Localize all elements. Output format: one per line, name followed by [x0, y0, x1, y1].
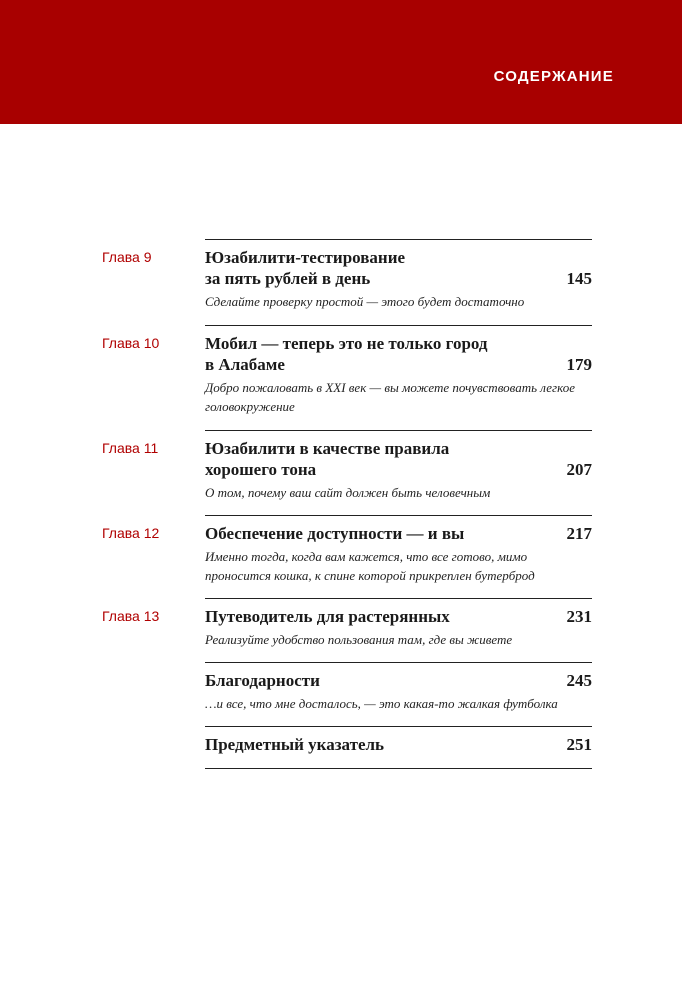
- entry-title-line: Мобил — теперь это не только город: [205, 334, 488, 353]
- entry-subtitle: Сделайте проверку простой — этого будет достаточно: [205, 294, 525, 309]
- entry-subtitle: головокружение: [205, 399, 295, 414]
- entry-subtitle: Добро пожаловать в XXI век — вы можете почувствовать легкое: [205, 380, 575, 395]
- page-number: 207: [566, 460, 592, 479]
- page-number: 217: [566, 524, 592, 543]
- chapter-label: Глава 11: [102, 440, 159, 456]
- entry-title-line: Предметный указатель: [205, 735, 385, 754]
- entry-subtitle: Именно тогда, когда вам кажется, что все готово, мимо: [205, 549, 528, 564]
- page-number: 231: [566, 607, 592, 626]
- entry-title-line: в Алабаме: [205, 355, 285, 374]
- entry-title-line: за пять рублей в день: [205, 269, 371, 288]
- entry-title-line: Юзабилити-тестирование: [205, 248, 406, 267]
- page-title: СОДЕРЖАНИЕ: [493, 68, 614, 85]
- entry-subtitle: О том, почему ваш сайт должен быть человечным: [205, 485, 491, 500]
- chapter-label: Глава 9: [102, 249, 152, 265]
- toc-entry-chapter-12[interactable]: [102, 515, 592, 598]
- page-number: 145: [566, 269, 592, 288]
- toc-entry-index[interactable]: [205, 726, 592, 769]
- chapter-label: Глава 12: [102, 525, 160, 541]
- page-number: 245: [566, 671, 592, 690]
- toc-entry-chapter-11[interactable]: [102, 430, 592, 515]
- entry-title-line: Обеспечение доступности — и вы: [205, 524, 465, 543]
- toc-entry-chapter-13[interactable]: [102, 598, 592, 662]
- chapter-label: Глава 13: [102, 608, 160, 624]
- entry-subtitle: …и все, что мне досталось, — это какая-то жалкая футболка: [205, 696, 558, 711]
- toc-entry-acknowledgements[interactable]: [205, 662, 592, 726]
- toc-entry-chapter-9[interactable]: [102, 239, 592, 325]
- entry-subtitle: проносится кошка, к спине которой прикреплен бутерброд: [205, 568, 535, 583]
- page-number: 251: [566, 735, 592, 754]
- entry-title-line: Благодарности: [205, 671, 320, 690]
- entry-title-line: хорошего тона: [205, 460, 317, 479]
- table-of-contents: [0, 239, 682, 769]
- header-band: [0, 0, 682, 124]
- chapter-label: Глава 10: [102, 335, 160, 351]
- toc-entry-chapter-10[interactable]: [102, 325, 592, 430]
- entry-title-line: Путеводитель для растерянных: [205, 607, 450, 626]
- entry-subtitle: Реализуйте удобство пользования там, где вы живете: [205, 632, 513, 647]
- page-number: 179: [566, 355, 592, 374]
- entry-title-line: Юзабилити в качестве правила: [205, 439, 450, 458]
